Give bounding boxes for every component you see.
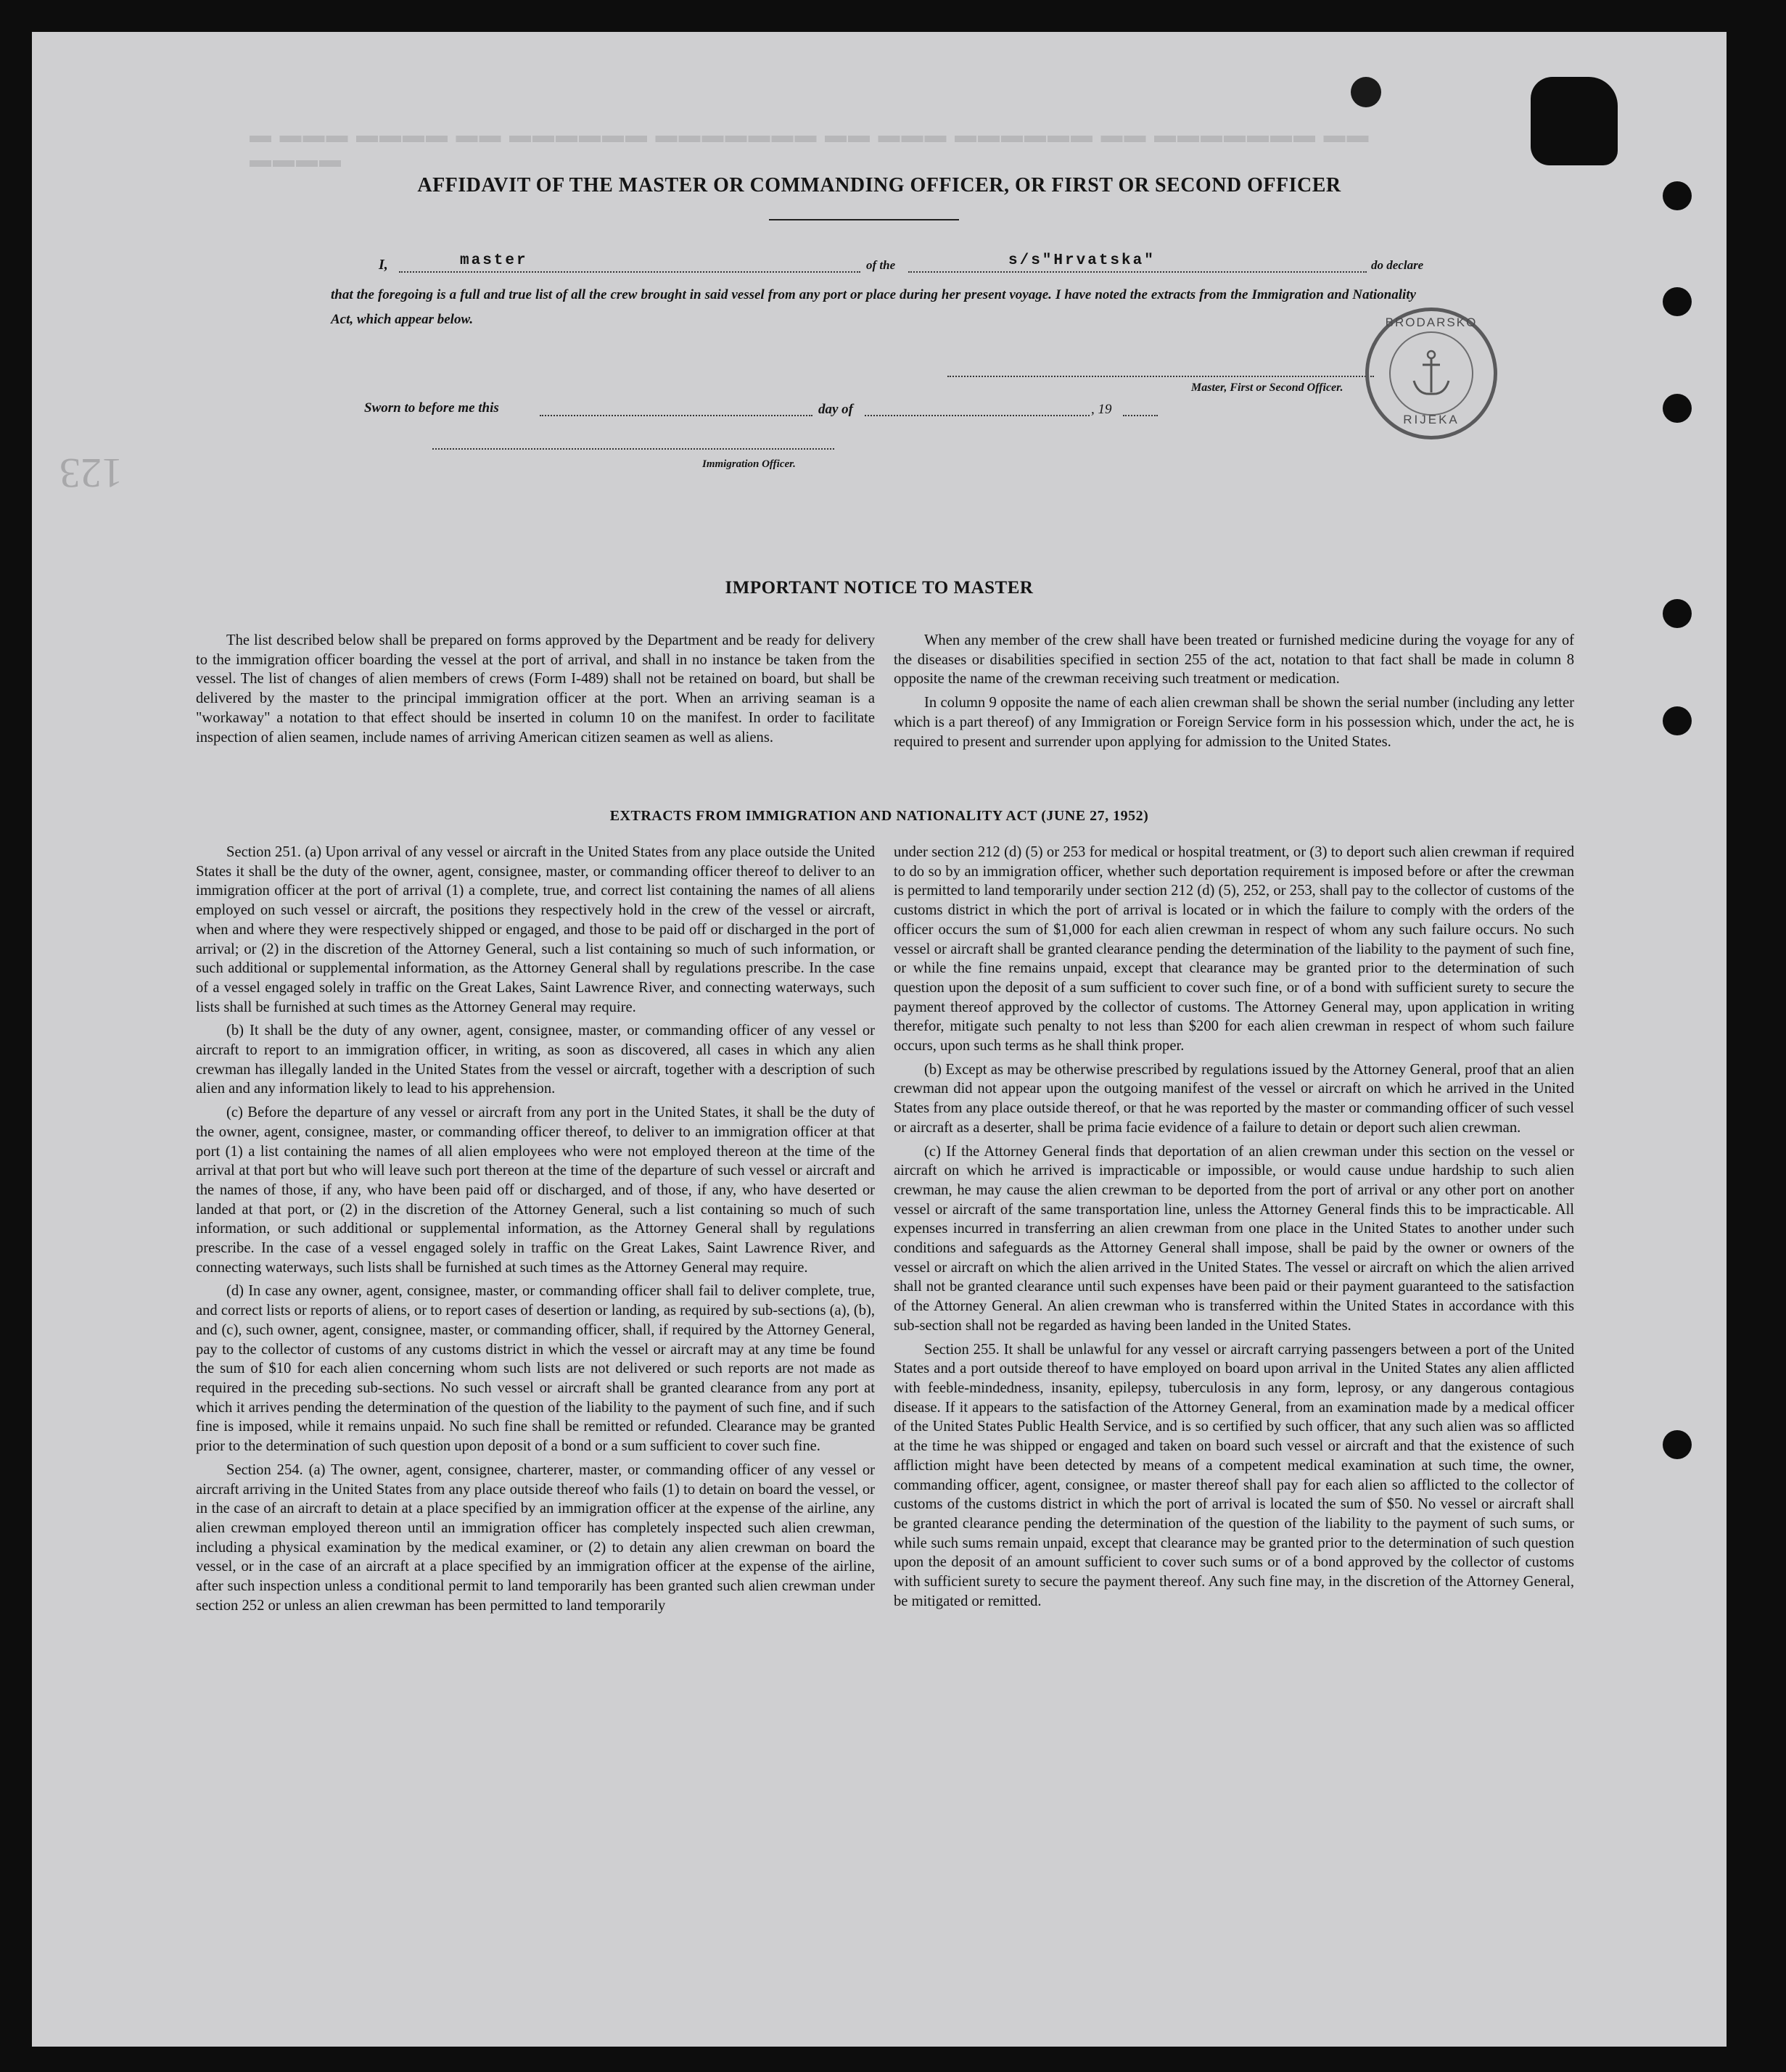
document-page [32,32,1727,2047]
officer-signature-label: Master, First or Second Officer. [1191,381,1343,394]
name-line [399,271,860,273]
ink-smudge [1351,77,1381,107]
declare-label: do declare [1371,258,1424,272]
i-label: I, [379,257,388,273]
notice-left-paragraph: The list described below shall be prepared on forms approved by the Department and be ready for delivery to the immigration officer boarding the vessel at the port of arrival, and shall in no instance be taken from the vessel. The list of changes of alien members of crews (Form I-489) shall not be retained on board, but shall be delivered by the master to the principal immigration officer at the port. When an arriving seaman is a "workaway" a notation to that effect should be inserted in column 10 on the manifest. In order to facilitate inspection of alien seamen, include names of arriving American citizen seamen as well as aliens. [196,632,875,746]
stamp-bottom-text: RIJEKA [1403,413,1460,426]
punch-hole [1663,1430,1692,1459]
section-255: Section 255. It shall be unlawful for any vessel or aircraft carrying passengers between a port of the United States and a port outside thereof to have employed on board upon arrival in the United States any alien afflicted with feeble-mindedness, insanity, epilepsy, tuberculosis in any form, leprosy, or any dangerous contagious disease. If it appears to the satisfaction of the Attorney General, from an examination made by a medical officer of the United States Public Health Service, and is so certified by such officer, that any such alien was so afflicted at the time he was shipped or engaged and taken on board such vessel or aircraft and that the existence of such affliction might have been detected by means of a competent medical examination at such time, the owner, commanding officer, agent, consignee, or master thereof shall pay for each alien so afflicted to the collector of customs of the customs district in which the port of arrival is located the sum of $50. No vessel or aircraft shall be granted clearance pending the determination of the question of the liability to the payment of such sums, or while such sums remain unpaid, except that clearance may be granted prior to the determination of such question upon the deposit of an amount sufficient to cover such sums or of a bond approved by the collector of customs with sufficient surety to secure the payment thereof. Any such fine may, in the discretion of the Attorney General, be mitigated or remitted. [894,1341,1574,1609]
day-of-label: day of [818,402,854,417]
bleed-through-text: ▬ ▬▬▬ ▬▬▬▬ ▬▬ ▬▬▬▬▬▬ ▬▬▬▬▬▬▬ ▬▬ ▬▬▬ ▬▬▬▬▬▬ ▬▬ ▬▬▬▬▬▬▬ ▬▬ ▬▬▬▬ [250,123,1370,172]
ship-stamp [1365,308,1497,439]
of-label: of the [866,258,896,272]
sworn-month-line [865,415,1090,416]
section-251-c: (c) Before the departure of any vessel or aircraft from any port in the United States, it shall be the duty of the owner, agent, consignee, master, or commanding officer thereof, to deliver to an immigration officer at that port (1) a list containing the names of all alien employees who were not employed thereon at the time of the arrival at that port but who will leave such port thereon at the time of the departure of such vessel or aircraft and the names of those, if any, who have been paid off or discharged, and of those, if any, who have deserted or landed at that port, or (2) in the discretion of the Attorney General, such a list containing so much of such information, or such additional or supplemental information, as the Attorney General shall by regulations prescribe. In the case of a vessel engaged solely in traffic on the Great Lakes, Saint Lawrence River, and connecting waterways, such lists shall be furnished at such times as the Attorney General may require. [196,1105,875,1276]
immigration-officer-line [432,448,834,450]
vessel-value: s/s"Hrvatska" [1008,252,1156,269]
affidavit-title: AFFIDAVIT OF THE MASTER OR COMMANDING OFFICER, OR FIRST OR SECOND OFFICER [417,174,1341,197]
torn-corner [1531,77,1618,165]
punch-hole [1663,706,1692,735]
name-value: master [460,252,528,269]
title-divider [769,219,959,220]
punch-hole [1663,394,1692,423]
year-label: , 19 [1091,402,1112,417]
declaration-text: that the foregoing is a full and true list of all the crew brought in said vessel from any port or place during her present voyage. I have noted the extracts from the Immigration and Nationality Act, which appear below. [331,287,1416,327]
sworn-day-line [540,415,812,416]
section-251-b: (b) It shall be the duty of any owner, agent, consignee, master, or commanding officer of any vessel or aircraft to report to an immigration officer, in writing, as soon as discovered, all cases in which any alien crewman has illegally landed in the United States from the vessel or aircraft, together with a description of such alien and any information likely to lead to his apprehension. [196,1023,875,1097]
vessel-line [908,271,1367,273]
notice-title: IMPORTANT NOTICE TO MASTER [725,578,1034,598]
immigration-officer-label: Immigration Officer. [702,458,796,470]
notice-right-column [894,631,1574,756]
section-254-a: Section 254. (a) The owner, agent, consignee, charterer, master, or commanding officer of any vessel or aircraft arriving in the United States from any place outside thereof who fails (1) to detain on board the vessel, or in the case of an aircraft to detain at a place specified by an immigration officer at the expense of the airline, any alien crewman employed thereon until an immigration officer has completely inspected such alien crewman, including a physical examination by the medical examiner, or (2) to detain any alien crewman on board the vessel, or in the case of an aircraft at a place specified by an immigration officer at the expense of the airline, after such inspection unless a conditional permit to land temporarily has been granted such alien crewman under section 252 or unless an alien crewman has been permitted to land temporarily [196,1461,875,1614]
notice-right-paragraph-1: When any member of the crew shall have been treated or furnished medicine during the voyage for any of the diseases or disabilities specified in section 255 of the act, notation to that fact shall be made in column 8 opposite the name of the crewman receiving such treatment or medication. [894,632,1574,688]
section-254-c: (c) If the Attorney General finds that deportation of an alien crewman under this section on the vessel or aircraft on which he arrived is impracticable or impossible, or would cause undue hardship to such alien crewman, he may cause the alien crewman to be deported from the port of arrival or any other port on another vessel or aircraft of the same transportation line, unless the Attorney General finds this to be impracticable. All expenses incurred in transferring an alien crewman from one place in the United States to another under such conditions and safeguards as the Attorney General shall impose, shall be paid by the owner or owners of the vessel or aircraft on which the alien arrived in the United States. The vessel or aircraft on which the alien arrived shall not be granted clearance until such expenses have been paid or their payment guaranteed to the satisfaction of the Attorney General. An alien crewman who is transferred within the United States in accordance with this sub-section shall not be regarded as having been landed in the United States. [894,1143,1574,1334]
section-254-b: (b) Except as may be otherwise prescribed by regulations issued by the Attorney General, proof that an alien crewman did not appear upon the outgoing manifest of the vessel or aircraft on which he arrived in the United States from any place outside thereof, or that he was reported by the master or commanding officer of such vessel or aircraft as a deserter, shall be prima facie evidence of a failure to detain or deport such alien crewman. [894,1061,1574,1136]
notice-left-column [196,631,875,751]
punch-hole [1663,599,1692,628]
sworn-year-line [1123,415,1158,416]
extracts-left-column [196,843,875,1619]
section-251-a: Section 251. (a) Upon arrival of any vessel or aircraft in the United States from any place outside the United States it shall be the duty of the owner, agent, consignee, master, or commanding officer thereof to deliver to an immigration officer at the port of arrival (1) a complete, true, and correct list containing the names of all aliens employed on such vessel or aircraft, the positions they respectively hold in the crew of the vessel or aircraft, when and where they were respectively shipped or engaged, and those to be paid off or discharged in the port of arrival; or (2) in the discretion of the Attorney General, such a list containing so much of such information, or such additional or supplemental information, as the Attorney General shall by regulations prescribe. In the case of a vessel engaged solely in traffic on the Great Lakes, Saint Lawrence River, and connecting waterways, such lists shall be furnished at such times as the Attorney General may require. [196,844,875,1015]
officer-signature-line [947,376,1374,377]
anchor-icon [1410,349,1453,400]
sworn-label: Sworn to before me this [364,400,499,416]
section-251-d: (d) In case any owner, agent, consignee, master, or commanding officer shall fail to deliver complete, true, and correct lists or reports of aliens, or to report cases of desertion or landing, as required by sub-sections (a), (b), and (c), such owner, agent, consignee, master, or commanding officer, shall, if required by the Attorney General, pay to the collector of customs of any customs district in which the vessel or aircraft may at any time be found the sum of $10 for each alien concerning whom such lists are not delivered or such reports are not made as required in the preceding sub-sections. No such vessel or aircraft shall be granted clearance from any port at which it arrives pending the determination of the question of the liability to the payment of such fine, and if such fine is imposed, while it remains unpaid. No such fine shall be remitted or refunded. Clearance may be granted prior to the determination of such question upon deposit of a bond or a sum sufficient to cover such fine. [196,1283,875,1455]
notice-right-paragraph-2: In column 9 opposite the name of each alien crewman shall be shown the serial number (including any letter which is a part thereof) of any Immigration or Foreign Service form in his possession which, under the act, he is required to present and surrender upon applying for admission to the United States. [894,695,1574,750]
extracts-title: EXTRACTS FROM IMMIGRATION AND NATIONALITY ACT (JUNE 27, 1952) [609,808,1149,824]
punch-hole [1663,287,1692,316]
section-254-a-continued: under section 212 (d) (5) or 253 for medical or hospital treatment, or (3) to deport such alien crewman if required to do so by an immigration officer, whether such deportation requirement is imposed before or after the crewman is permitted to land temporarily under section 212 (d) (5), 252, or 253, shall pay to the collector of customs of the customs district in which the port of arrival is located or in which the failure to comply with the orders of the officer occurs the sum of $1,000 for each alien crewman in respect of whom any such failure occurs. No such vessel or aircraft shall be granted clearance pending the determination of the liability to the payment of such fine, or while the fine remains unpaid, except that clearance may be granted prior to the determination of such question upon the deposit of a sum sufficient to cover such fine, or of a bond with sufficient surety to secure the payment thereof approved by the collector of customs. The Attorney General may, upon application in writing therefor, mitigate such penalty to not less than $200 for each alien crewman in respect of whom such failure occurs, upon such terms as he shall think proper. [894,844,1574,1054]
stamp-top-text: BRODARSKO [1385,315,1478,329]
extracts-right-column [894,843,1574,1615]
margin-number: 123 [59,450,123,497]
